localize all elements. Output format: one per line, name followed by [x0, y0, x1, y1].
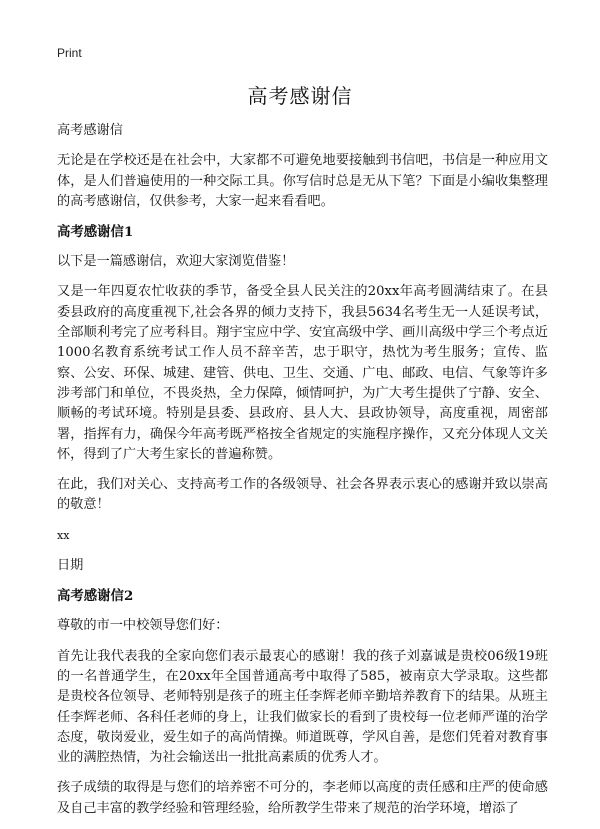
letter-2-paragraph: 首先让我代表我的全家向您们表示最衷心的感谢！我的孩子刘嘉诚是贵校06级19班的一名普通学生，在20xx年全国普通高考中取得了585，被南京大学录取。这些都是贵校各位领导、老师特别是孩子的班主任李辉老师辛勤培养教育下的结果。从班主任李辉老师、各科任老师的身上，让我们做家长的看到了贵校每一位老师严谨的治学态度，敬岗爱业，爱生如子的高尚情操。师道既尊，学风自善，是您们凭着对教育事业的满腔热情，为社会输送出一批批高素质的优秀人才。 [57, 648, 548, 766]
letter-1-date: 日期 [57, 558, 84, 574]
page-title: 高考感谢信 [247, 84, 353, 108]
article-body [57, 121, 548, 829]
letter-1-paragraph: 又是一年四夏农忙收获的季节，备受全县人民关注的20xx年高考圆满结束了。在县委县政府的高度重视下,社会各界的倾力支持下，我县5634名考生无一人延误考试，全部顺利考完了应考科目。翔宇宝应中学、安宜高级中学、画川高级中学三个考点近1000名教育系统考试工作人员不辞辛苦，忠于职守，热忱为考生服务；宣传、监察、公安、环保、城建、建管、供电、卫生、交通、广电、邮政、电信、气象等许多涉考部门和单位，不畏炎热，全力保障，倾情呵护，为广大考生提供了宁静、安全、顺畅的考试环境。特别是县委、县政府、县人大、县政协领导，高度重视，周密部署，指挥有力，确保今年高考既严格按全省规定的实施程序操作，又充分体现人文关怀，得到了广大考生家长的普遍称赞。 [57, 284, 548, 462]
letter-2-heading: 高考感谢信2 [57, 588, 134, 605]
subtitle: 高考感谢信 [57, 123, 123, 138]
intro-paragraph: 无论是在学校还是在社会中，大家都不可避免地要接触到书信吧，书信是一种应用文体，是人们普遍使用的一种交际工具。你写信时总是无从下笔？下面是小编收集整理的高考感谢信，仅供参考，大家一起来看看吧。 [57, 153, 548, 209]
letter-2-paragraph: 孩子成绩的取得是与您们的培养密不可分的，李老师以高度的责任感和庄严的使命感及自己丰富的教学经验和管理经验，给所教学生带来了规范的治学环境，增添了 [57, 780, 548, 816]
letter-1-paragraph: 以下是一篇感谢信，欢迎大家浏览借鉴！ [57, 254, 295, 270]
letter-1-heading: 高考感谢信1 [57, 224, 134, 241]
letter-1-paragraph: 在此，我们对关心、支持高考工作的各级领导、社会各界表示衷心的感谢并致以崇高的敬意！ [57, 477, 548, 513]
letter-1-signature: xx [57, 528, 70, 542]
letter-2-paragraph: 尊敬的市一中校领导您们好： [57, 618, 229, 634]
print-link[interactable]: Print [57, 46, 82, 60]
